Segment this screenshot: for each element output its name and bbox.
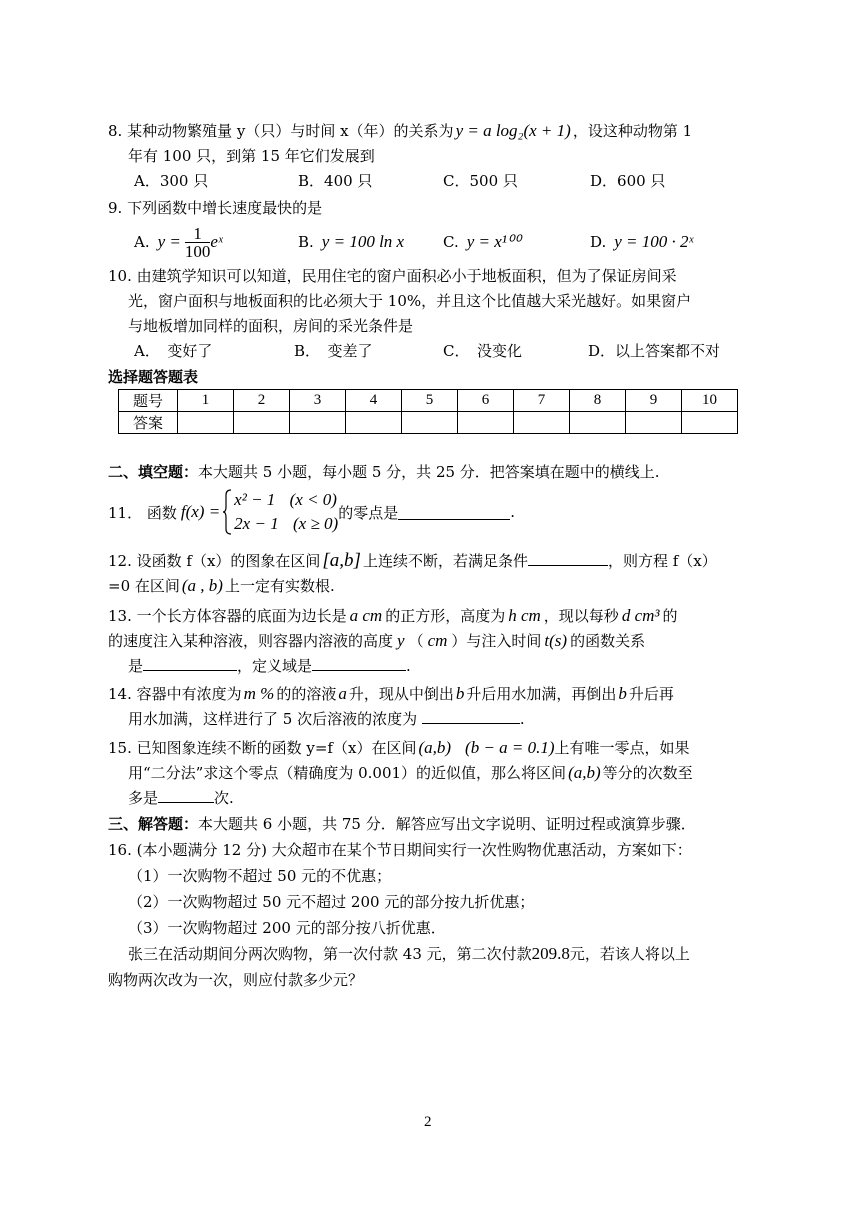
q10-line2: 光，窗户面积与地板面积的比必须大于 10%，并且这个比值越大采光越好。如果窗户 [128,292,692,310]
table-cell: 2 [234,390,290,412]
q12-line2: =0 在区间 (a , b) 上一定有实数根. [108,576,335,595]
section2-heading: 二、填空题：本大题共 5 小题，每小题 5 分，共 25 分．把答案填在题中的横线上. [108,463,660,481]
q16-line1: 16. (本小题满分 12 分) 大众超市在某个节日期间实行一次性购物优惠活动，方案如下： [108,841,692,859]
q14-line2: 用水加满，这样进行了 5 次后溶液的浓度为 . [128,710,525,728]
q8-line1: 8. 某种动物繁殖量 y（只）与时间 x（年）的关系为 y = a log₂(x + 1) ，设这种动物第 1 [108,121,693,140]
q11: 11． 函数 f(x) = x² − 1 (x < 0) 2x − 1 (x ≥ 0) 的零点是 . [108,487,515,537]
table-row [119,412,738,434]
q9-stem: 9. 下列函数中增长速度最快的是 [108,199,323,217]
table-cell: 6 [458,390,514,412]
q16-item3: （3）一次购物超过 200 元的部分按八折优惠． [128,919,446,937]
answer-cell[interactable] [234,412,290,434]
answer-cell[interactable] [290,412,346,434]
page-number: 2 [424,1114,432,1130]
answer-cell[interactable] [402,412,458,434]
answer-table [118,389,738,434]
answer-cell[interactable] [514,412,570,434]
table-cell: 8 [570,390,626,412]
left-brace-icon [222,489,232,535]
table-cell: 5 [402,390,458,412]
q16-line6: 购物两次改为一次，则应付款多少元？ [108,971,364,989]
answer-cell[interactable] [626,412,682,434]
table-cell: 3 [290,390,346,412]
q10-option-a: A． 变好了 [134,342,213,360]
q8-option-a: A．300 只 [134,172,209,190]
answer-cell[interactable] [682,412,738,434]
q12-line1: 12. 设函数 f（x）的图象在区间 [a,b] 上连续不断，若满足条件 ，则方程 f（x） [108,550,717,571]
q13-answer-blank-1[interactable] [143,656,237,671]
table-cell: 10 [682,390,738,412]
q13-line2: 的速度注入某种溶液，则容器内溶液的高度 y （ cm ）与注入时间 t(s) 的函数关系 [108,631,646,650]
section3-heading: 三、解答题：本大题共 6 小题，共 75 分．解答应写出文字说明、证明过程或演算步骤． [108,815,696,833]
q16-line5: 张三在活动期间分两次购物，第一次付款 43 元，第二次付款209.8元，若该人将以上 [128,944,690,963]
q10-line3: 与地板增加同样的面积，房间的采光条件是 [128,317,414,335]
q10-option-c: C． 没变化 [443,342,522,360]
answer-cell[interactable] [178,412,234,434]
table-cell: 4 [346,390,402,412]
q10-option-d: D．以上答案都不对 [588,342,721,360]
q16-item1: （1）一次购物不超过 50 元的不优惠； [128,867,392,885]
q13-line3: 是 ，定义域是 . [128,657,411,675]
q9-option-b: B. y = 100 ln x [298,232,405,251]
table-header-cell: 答案 [119,412,178,434]
q8-line2: 年有 100 只，到第 15 年它们发展到 [128,147,375,165]
q14-answer-blank[interactable] [422,709,520,724]
q8-option-b: B．400 只 [298,172,373,190]
table-cell: 1 [178,390,234,412]
q9-option-d: D. y = 100 · 2ˣ [590,232,694,251]
q15-line1: 15. 已知图象连续不断的函数 y=f（x）在区间 (a,b) (b − a = 0.1)上有唯一零点，如果 [108,738,690,757]
table-cell: 9 [626,390,682,412]
q10-option-b: B． 变差了 [294,342,373,360]
q9-fraction: $\frac{1}{100}$ [184,223,211,261]
q13-line1: 13. 一个长方体容器的底面为边长是 a cm 的正方形，高度为 h cm ，现以每秒 d cm³ 的 [108,606,678,625]
table-header-cell: 题号 [119,390,178,412]
table-row [119,390,738,412]
q9-option-a: A. y = $\frac{1}{100}$ eˣ [134,223,223,261]
q15-answer-blank[interactable] [158,788,214,803]
q12-answer-blank[interactable] [528,551,608,566]
q16-item2: （2）一次购物超过 50 元不超过 200 元的部分按九折优惠； [128,893,535,911]
q13-answer-blank-2[interactable] [312,656,406,671]
q8-option-c: C．500 只 [443,172,518,190]
answer-cell[interactable] [346,412,402,434]
answer-cell[interactable] [570,412,626,434]
table-cell: 7 [514,390,570,412]
q11-cases: x² − 1 (x < 0) 2x − 1 (x ≥ 0) [234,490,339,533]
q8-formula: y = a log₂(x + 1) [455,121,571,140]
q10-line1: 10. 由建筑学知识可以知道，民用住宅的窗户面积必小于地板面积，但为了保证房间采 [108,267,677,285]
q11-answer-blank[interactable] [398,505,510,520]
q9-option-c: C. y = x¹⁰⁰ [443,232,521,251]
answer-cell[interactable] [458,412,514,434]
q14-line1: 14. 容器中有浓度为 m % 的的溶液 a 升，现从中倒出 b 升后用水加满，再倒出 b 升后再 [108,684,674,703]
q15-line2: 用“二分法”求这个零点（精确度为 0.001）的近似值，那么将区间 (a,b) 等分的次数至 [128,763,693,782]
q8-option-d: D．600 只 [590,172,666,190]
answer-table-title: 选择题答题表 [108,368,199,386]
q15-line3: 多是 次. [128,789,234,807]
